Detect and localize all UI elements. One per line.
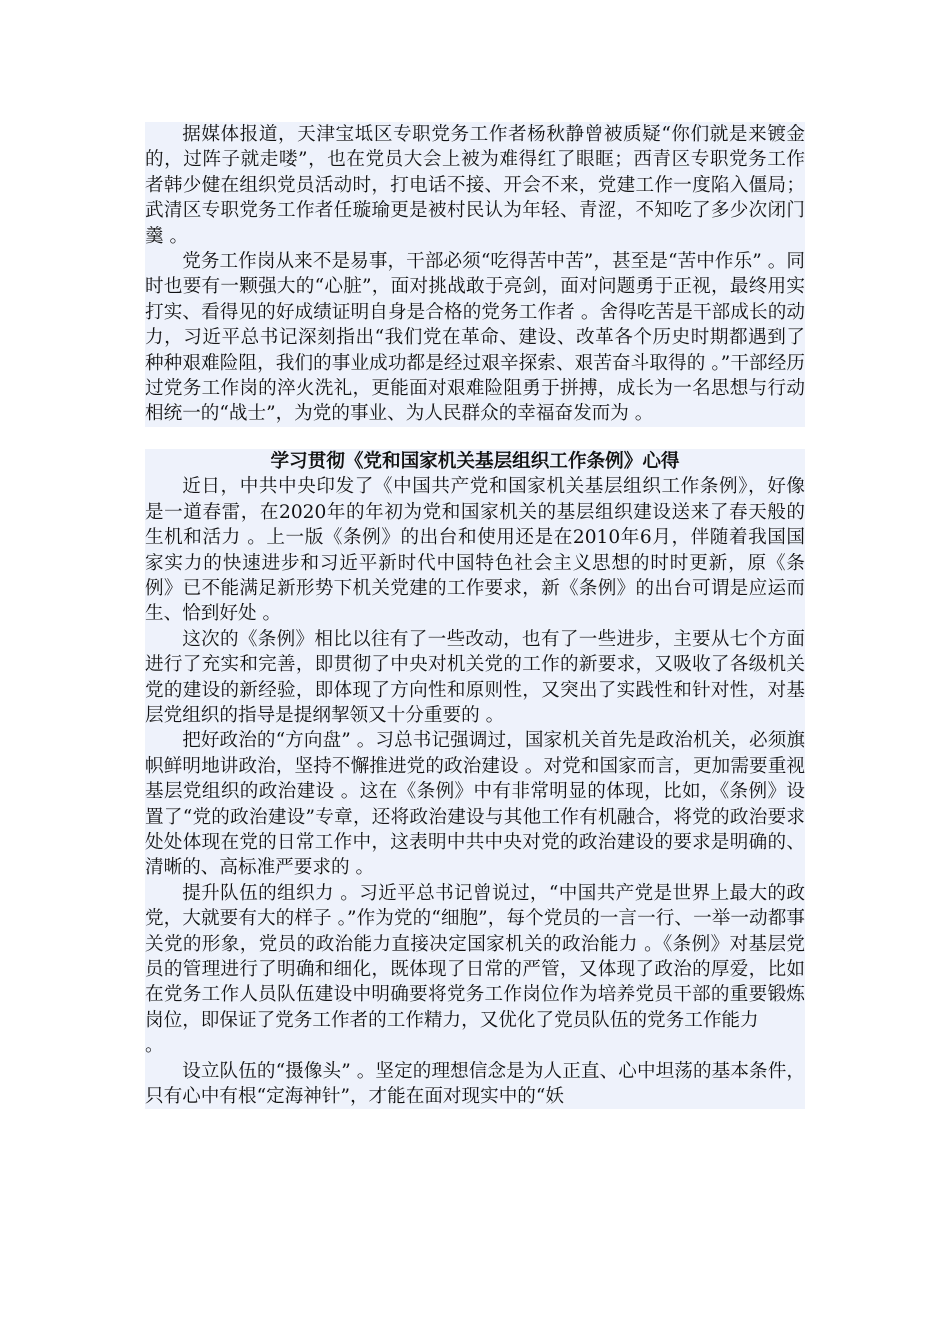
paragraph: 设立队伍的“摄像头” 。坚定的理想信念是为人正直、心中坦荡的基本条件，只有心中有根“定海神针”，才能在面对现实中的“妖 — [145, 1060, 805, 1108]
section-media-report — [145, 122, 805, 427]
paragraph: 提升队伍的组织力 。习近平总书记曾说过，“中国共产党是世界上最大的政党，大就要有大的样子 。”作为党的“细胞”，每个党员的一言一行、一举一动都事关党的形象，党员的政治能力直接决定国家机关的政治能力 。《条例》对基层党员的管理进行了明确和细化，既体现了日常的严管，又体现了政治的厚爱，比如在党务工作人员队伍建设中明确要将党务工作岗位作为培养党员干部的重要锻炼岗位，即保证了党务工作者的工作精力，又优化了党员队伍的党务工作能力 — [145, 882, 805, 1031]
paragraph: 党务工作岗从来不是易事，干部必须“吃得苦中苦”，甚至是“苦中作乐” 。同时也要有一颗强大的“心脏”，面对挑战敢于亮剑，面对问题勇于正视，最终用实打实、看得见的好成绩证明自身是合格的党务工作者 。舍得吃苦是干部成长的动力，习近平总书记深刻指出“我们党在革命、建设、改革各个历史时期都遇到了种种艰难险阻，我们的事业成功都是经过艰辛探索、艰苦奋斗取得的 。”干部经历过党务工作岗的淬火洗礼，更能面对艰难险阻勇于拼搏，成长为一名思想与行动相统一的“战士”，为党的事业、为人民群众的幸福奋发而为 。 — [145, 251, 805, 425]
paragraph: 这次的《条例》相比以往有了一些改动，也有了一些进步，主要从七个方面进行了充实和完善，即贯彻了中央对机关党的工作的新要求，又吸收了各级机关党的建设的新经验，即体现了方向性和原则性，又突出了实践性和针对性，对基层党组织的指导是提纲挈领又十分重要的 。 — [145, 628, 805, 726]
paragraph: 把好政治的“方向盘” 。习总书记强调过，国家机关首先是政治机关，必须旗帜鲜明地讲政治，坚持不懈推进党的政治建设 。对党和国家而言，更加需要重视基层党组织的政治建设 。这在《条例》中有非常明显的体现，比如，《条例》设置了“党的政治建设”专章，还将政治建设与其他工作有机融合，将党的政治要求处处体现在党的日常工作中，这表明中共中央对党的政治建设的要求是明确的、清晰的、高标准严要求的 。 — [145, 730, 805, 879]
paragraph: 据媒体报道，天津宝坻区专职党务工作者杨秋静曾被质疑“你们就是来镀金的，过阵子就走喽”，也在党员大会上被为难得红了眼眶；西青区专职党务工作者韩少健在组织党员活动时，打电话不接、开会不来，党建工作一度陷入僵局；武清区专职党务工作者任璇瑜更是被村民认为年轻、青涩，不知吃了多少次闭门羹 。 — [145, 124, 805, 247]
paragraph-trailing-period: 。 — [145, 1035, 164, 1057]
section-regulation-notes — [145, 449, 805, 1110]
document-page — [145, 122, 805, 1109]
paragraph: 近日，中共中央印发了《中国共产党和国家机关基层组织工作条例》，好像是一道春雷，在2020年的年初为党和国家机关的基层组织建设送来了春天般的生机和活力 。上一版《条例》的出台和使用还是在2010年6月，伴随着我国国家实力的快速进步和习近平新时代中国特色社会主义思想的时时更新，原《条例》已不能满足新形势下机关党建的工作要求，新《条例》的出台可谓是应运而生、恰到好处 。 — [145, 476, 805, 625]
section-title: 学习贯彻《党和国家机关基层组织工作条例》心得 — [270, 450, 680, 472]
